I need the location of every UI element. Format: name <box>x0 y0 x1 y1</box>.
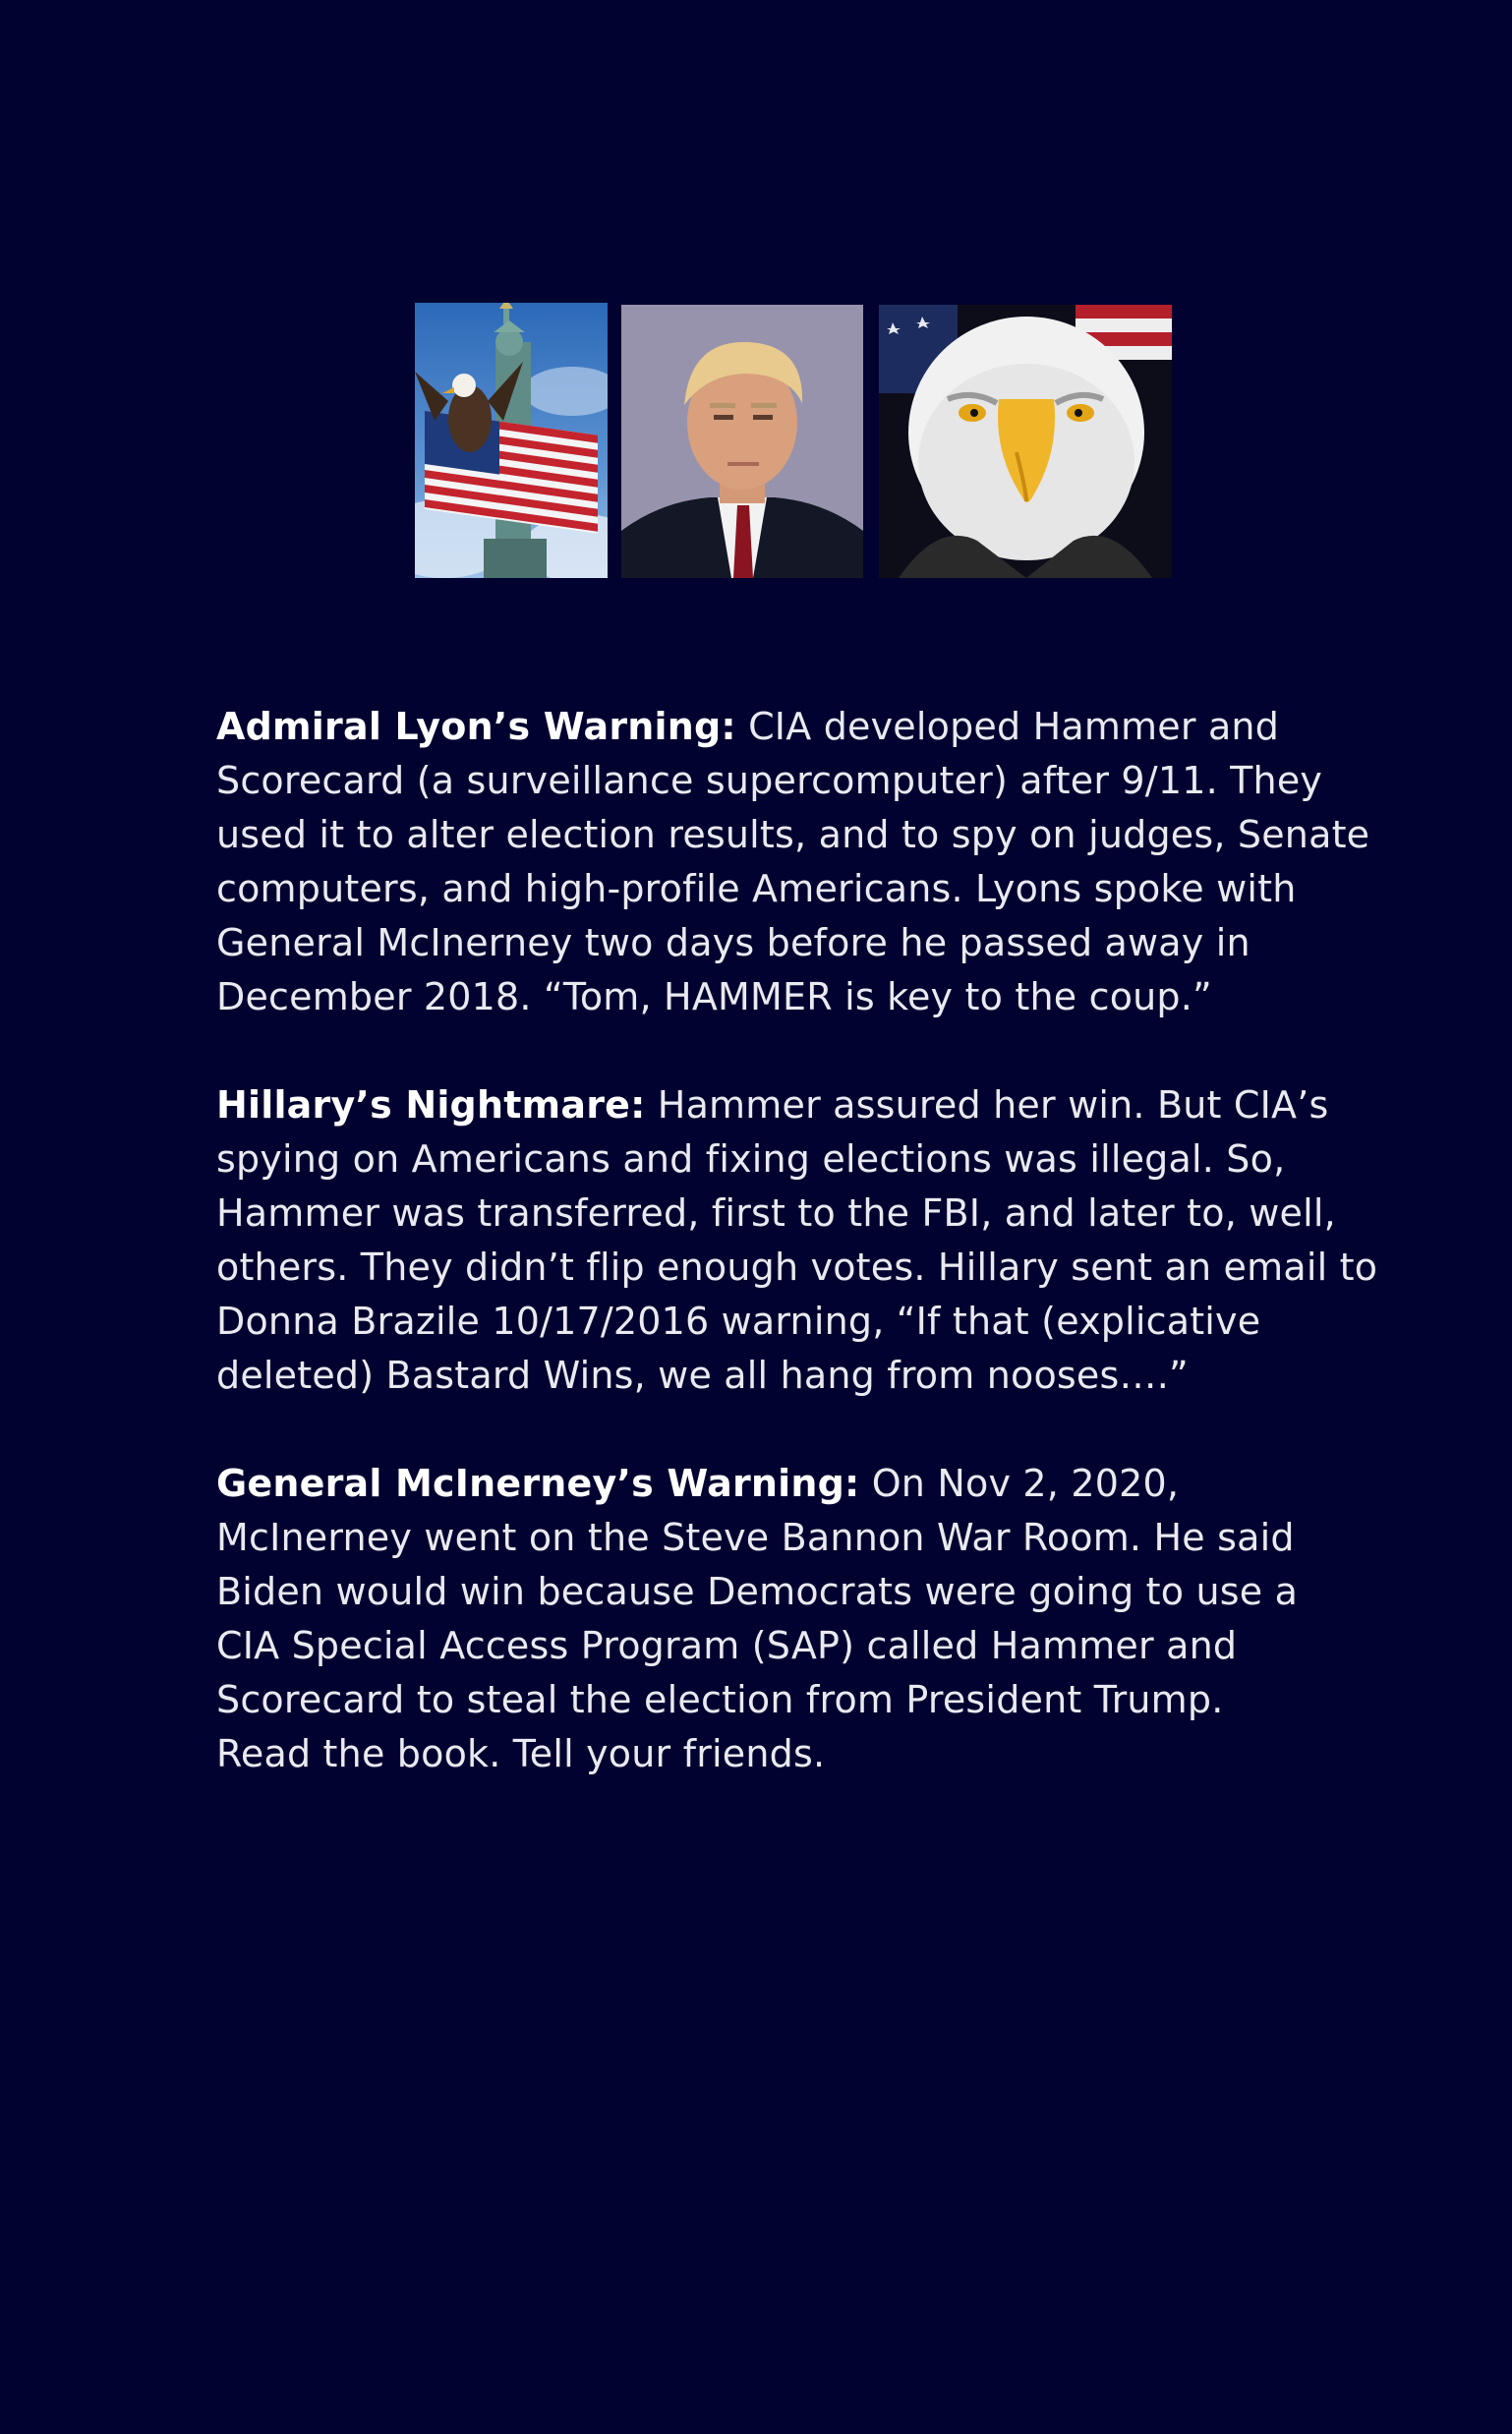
text-block <box>216 700 1396 1835</box>
paragraph-heading: Hillary’s Nightmare: <box>216 1083 646 1127</box>
paragraph-body: CIA developed Hammer and Scorecard (a surveillance supercomputer) after 9/11. They used it to alter election results, and to spy on judges, Senate computers, and high-profile Americans. Lyons spoke with General McInerney two days before he passed away in December 2018. “Tom, HAMMER is key to the coup.” <box>216 705 1370 1018</box>
portrait-photo-image <box>621 305 863 578</box>
paragraph-heading: Admiral Lyon’s Warning: <box>216 705 736 748</box>
paragraph-general-mcinerney <box>216 1457 1396 1781</box>
paragraph-hillary-nightmare <box>216 1078 1396 1403</box>
bald-eagle-flag-image <box>879 305 1172 578</box>
paragraph-heading: General McInerney’s Warning: <box>216 1462 860 1505</box>
paragraph-body: On Nov 2, 2020, McInerney went on the Steve Bannon War Room. He said Biden would win because Democrats were going to use a CIA Special Access Program (SAP) called Hammer and Scorecard to steal the election from President Trump. Read the book. Tell your friends. <box>216 1462 1299 1775</box>
statue-of-liberty-flag-eagle-image <box>415 303 608 578</box>
paragraph-body: Hammer assured her win. But CIA’s spying on Americans and fixing elections was illegal. So, Hammer was transferred, first to the FBI, and later to, well, others. They didn’t flip enough votes. Hillary sent an email to Donna Brazile 10/17/2016 warning, “If that (explicative deleted) Bastard Wins, we all hang from nooses….” <box>216 1083 1378 1397</box>
image-strip <box>0 303 1512 578</box>
paragraph-admiral-lyon <box>216 700 1396 1024</box>
